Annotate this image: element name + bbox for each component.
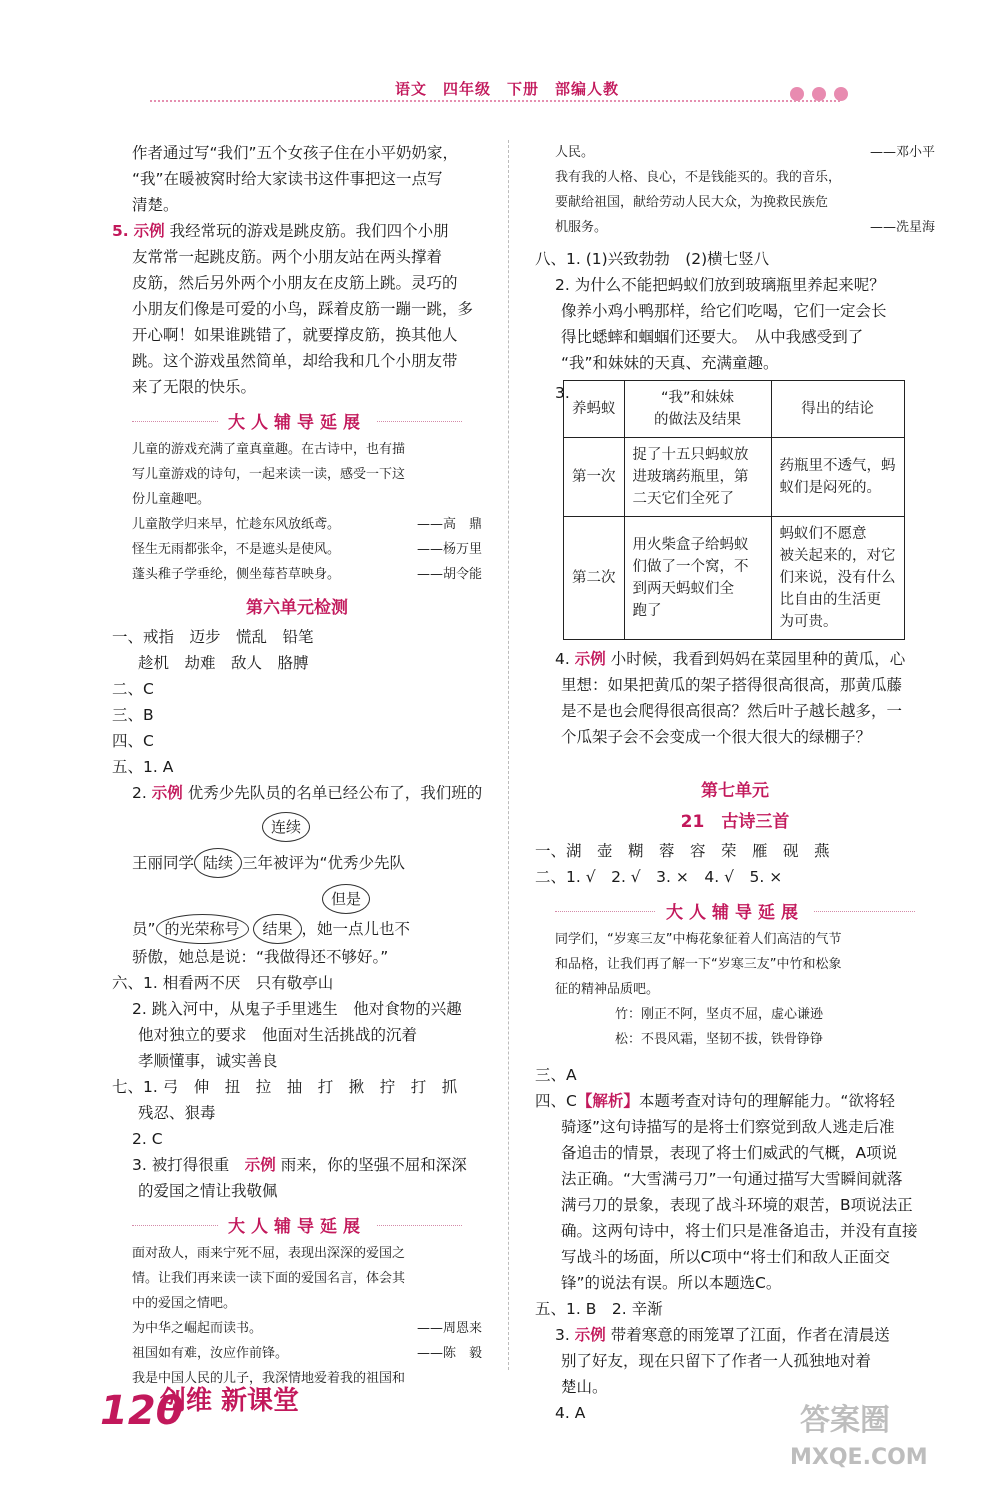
annotation-bubble: 的光荣称号 (156, 914, 249, 944)
text-line: 二、1. √ 2. √ 3. × 4. √ 5. × (535, 868, 783, 886)
section-heading-text: 大人辅导延展 (656, 903, 814, 923)
text-line: 他对独立的要求 他面对生活挑战的沉着 (138, 1026, 418, 1044)
text-line: 中的爱国之情吧。 (132, 1296, 237, 1311)
text-segment: 带着寒意的雨笼罩了江面，作者在清晨送 (610, 1326, 890, 1344)
text-line: 4. A (555, 1404, 586, 1422)
poem-author: ——陈 毅 (416, 1346, 482, 1361)
text-line: 开心啊！如果谁跳错了，就要撑皮筋，换其他人 (132, 326, 458, 344)
table-header-cell (624, 381, 771, 438)
text-line: 是不是也会爬得很高很高？然后叶子越长越多，一 (561, 702, 903, 720)
right-column (535, 140, 935, 1426)
text-line: 得比蟋蟀和蝈蝈们还要大。 从中我感受到了 (561, 328, 864, 346)
poem-author: ——周恩来 (416, 1321, 482, 1336)
header-divider (150, 100, 840, 102)
text-line: 三、B (112, 706, 154, 724)
text-line: 孝顺懂事，诚实善良 (138, 1052, 278, 1070)
s8-label: 八、1. (535, 250, 581, 268)
text-line: 残忍、狠毒 (138, 1104, 216, 1122)
text-line: 备追击的情景，表现了将士们威武的气概，A项说 (561, 1144, 898, 1162)
text-line (112, 914, 482, 944)
table-row (564, 438, 905, 517)
table-row (564, 517, 905, 640)
poem-line (112, 512, 482, 537)
text-line: 二、C (112, 680, 154, 698)
text-line: 和品格，让我们再了解一下“岁寒三友”中竹和松象 (555, 957, 842, 972)
poem-line (112, 537, 482, 562)
poem-author: ——胡令能 (416, 567, 482, 582)
watermark-url: MXQE.COM (790, 1445, 928, 1470)
cell-line: 捉了十五只蚂蚁放 (632, 447, 749, 463)
poem-text: 蓬头稚子学垂纶，侧坐莓苔草映身。 (132, 567, 341, 582)
poem-author: ——杨万里 (416, 542, 482, 557)
text-line: 小朋友们像是可爱的小鸟，踩着皮筋一蹦一跳，多 (132, 300, 474, 318)
text-line: 别了好友，现在只留下了作者一人孤独地对着 (561, 1352, 872, 1370)
table-cell (624, 517, 771, 640)
poem-line (112, 1316, 482, 1341)
table-cell (771, 517, 904, 640)
text-line: (1)兴致勃勃 (2)横七竖八 (585, 250, 770, 268)
text-line: “我”和妹妹的天真、充满童趣。 (561, 354, 779, 372)
annotation-bubble: 结果 (253, 914, 301, 944)
s7-label: 七、1. (112, 1078, 158, 1096)
cell-line: 用火柴盒子给蚂蚁 (632, 537, 749, 553)
s5-2-line (112, 780, 482, 806)
s1-label: 一、 (112, 628, 144, 646)
annotation-bubble: 连续 (262, 812, 310, 842)
text-segment: 王丽同学 (132, 854, 195, 872)
q-number: 3. (555, 1326, 570, 1344)
text-line: 清楚。 (132, 196, 179, 214)
s6-label: 六、1. (112, 974, 158, 992)
section-heading (112, 408, 482, 433)
text-line: 征的精神品质吧。 (555, 982, 660, 997)
text-line (112, 848, 482, 878)
cell-line: 药瓶里不透气，蚂 (779, 458, 896, 474)
q5-line (112, 218, 482, 244)
text-line: 五、1. B 2. 辛渐 (535, 1300, 663, 1318)
watermark: 答案圈 (800, 1403, 890, 1438)
text-line: 儿童的游戏充满了童真童趣。在古诗中，也有描 (132, 442, 406, 457)
unit6-heading: 第六单元检测 (246, 598, 348, 618)
text-line: 趁机 劫难 敌人 胳膊 (138, 654, 309, 672)
text-line: 锋”的说法有误。所以本题选C。 (561, 1274, 782, 1292)
text-segment: 3. 被打得很重 (132, 1156, 230, 1174)
text-line: 一、湖 壶 糊 蓉 容 荣 雁 砚 燕 (535, 842, 830, 860)
text-line: 要献给祖国，献给劳动人民大众，为挽救民族危 (555, 195, 829, 210)
cell-line: 进玻璃药瓶里，第 (632, 469, 749, 485)
s1-line (112, 624, 482, 650)
text-line: 确。这两句诗中，将士们只是准备追击，并没有直接 (561, 1222, 918, 1240)
spacer (535, 750, 935, 770)
text-segment: 四、C (535, 1092, 577, 1110)
text-line: 四、C (112, 732, 154, 750)
text-segment: 员” (132, 920, 156, 938)
text-line: 写战斗的场面，所以C项中“将士们和敌人正面交 (561, 1248, 890, 1266)
example-tag: 示例 (151, 784, 183, 802)
table-header-cell: 养蚂蚁 (564, 381, 625, 438)
q-number: 3. (555, 384, 570, 402)
s8-line (535, 246, 935, 272)
text-line: 里想：如果把黄瓜的架子搭得很高很高，那黄瓜藤 (561, 676, 903, 694)
quote-text: 机服务。 (555, 220, 608, 235)
cell-line: 到两天蚂蚁们全 (632, 581, 734, 597)
cell-line: 比自由的生活更 (779, 592, 881, 608)
cell-line: 二天它们全死了 (632, 491, 734, 507)
text-segment: 本题考查对诗句的理解能力。“欲将轻 (638, 1092, 895, 1110)
annotation-bubble: 陆续 (194, 848, 242, 878)
table-cell (624, 438, 771, 517)
cell-line: 蚁们是闷死的。 (779, 480, 881, 496)
text-line: 骑逐”这句诗描写的是将士们察觉到敌人逃走后准 (561, 1118, 895, 1136)
example-tag: 示例 (133, 222, 165, 240)
bubble-row (112, 884, 482, 914)
section-heading (112, 1212, 482, 1237)
table-cell (771, 438, 904, 517)
annotation-bubble: 但是 (322, 884, 370, 914)
section-heading-text: 大人辅导延展 (218, 1217, 376, 1237)
text-line: 弓 伸 扭 拉 抽 打 揪 拧 打 抓 (162, 1078, 458, 1096)
text-line: 松：不畏风霜，坚韧不拔，铁骨铮铮 (615, 1032, 824, 1047)
text-line: 楚山。 (561, 1378, 608, 1396)
quote-line (535, 140, 935, 165)
header-line: “我”和妹妹 (660, 390, 735, 406)
text-line: 面对敌人，雨来宁死不屈，表现出深深的爱国之 (132, 1246, 406, 1261)
poem-text: 祖国如有难，汝应作前锋。 (132, 1346, 289, 1361)
text-line: 友常常一起跳皮筋。两个小朋友站在两头撑着 (132, 248, 443, 266)
lesson-heading: 21 古诗三首 (680, 812, 790, 832)
text-line: 我是中国人民的儿子，我深情地爱着我的祖国和 (132, 1371, 406, 1386)
table-cell: 第二次 (564, 517, 625, 640)
poem-text: 儿童散学归来早，忙趁东风放纸鸢。 (132, 517, 341, 532)
bubble-row (112, 812, 482, 842)
text-line: 满弓刀的景象，表现了战斗环境的艰苦，B项说法正 (561, 1196, 913, 1214)
text-line: 骄傲，她总是说：“我做得还不够好。” (132, 948, 389, 966)
s6-line (112, 970, 482, 996)
text-line: 法正确。“大雪满弓刀”一句通过描写大雪瞬间就落 (561, 1170, 903, 1188)
analysis-tag: 【解析】 (576, 1092, 639, 1110)
s7-3-line (112, 1152, 482, 1178)
text-line: 优秀少先队员的名单已经公布了，我们班的 (187, 784, 483, 802)
text-segment: 三年被评为“优秀少先队 (242, 854, 406, 872)
poem-line (112, 1341, 482, 1366)
cell-line: 为可贵。 (779, 614, 838, 630)
quote-author: ——冼星海 (869, 220, 935, 235)
poem-text: 怪生无雨都张伞，不是遮头是使风。 (132, 542, 341, 557)
quote-text: 人民。 (555, 145, 595, 160)
answer-table (563, 380, 905, 640)
text-line: 戒指 迈步 慌乱 铅笔 (143, 628, 314, 646)
poem-line (112, 562, 482, 587)
header-title: 语文 四年级 下册 部编人教 (395, 80, 620, 98)
text-line: 写儿童游戏的诗句，一起来读一读，感受一下这 (132, 467, 406, 482)
text-segment: 小时候，我看到妈妈在菜园里种的黄瓜，心 (610, 650, 906, 668)
page-number: 120 (100, 1388, 184, 1434)
quote-line (535, 215, 935, 240)
q5-number: 5. (112, 222, 129, 240)
table-cell: 第一次 (564, 438, 625, 517)
text-line: “我”在暖被窝时给大家读书这件事把这一点写 (132, 170, 443, 188)
section-heading-text: 大人辅导延展 (218, 413, 376, 433)
text-line: 份儿童趣吧。 (132, 492, 211, 507)
cell-line: 们来说，没有什么 (779, 570, 896, 586)
text-line: 像养小鸡小鸭那样，给它们吃喝，它们一定会长 (561, 302, 887, 320)
text-line: 同学们，“岁寒三友”中梅花象征着人们高洁的气节 (555, 932, 842, 947)
column-divider (508, 140, 509, 1370)
text-line: 2. 为什么不能把蚂蚁们放到玻璃瓶里养起来呢？ (555, 276, 885, 294)
table-row (564, 381, 905, 438)
text-line: 来了无限的快乐。 (132, 378, 257, 396)
text-line: 三、A (535, 1066, 577, 1084)
text-line: 我经常玩的游戏是跳皮筋。我们四个小朋 (169, 222, 449, 240)
q-number: 4. (555, 650, 570, 668)
text-line: 五、1. A (112, 758, 174, 776)
example-tag: 示例 (574, 1326, 606, 1344)
q-number: 2. (132, 784, 147, 802)
table-block (535, 380, 935, 640)
brand-logo: 创维 新课堂 (160, 1386, 300, 1416)
cell-line: 被关起来的，对它 (779, 548, 896, 564)
example-tag: 示例 (244, 1156, 276, 1174)
r5-3-line (535, 1322, 935, 1348)
example-tag: 示例 (574, 650, 606, 668)
text-line: 我有我的人格、良心，不是钱能买的。我的音乐， (555, 170, 842, 185)
cell-line: 们做了一个窝，不 (632, 559, 749, 575)
text-line: 相看两不厌 只有敬亭山 (162, 974, 334, 992)
text-line: 个瓜架子会不会变成一个很大很大的绿棚子？ (561, 728, 872, 746)
text-line: 情。让我们再来读一读下面的爱国名言，体会其 (132, 1271, 406, 1286)
unit7-heading: 第七单元 (701, 781, 769, 801)
text-line: 作者通过写“我们”五个女孩子住在小平奶奶家， (132, 144, 459, 162)
r4-line (535, 1088, 935, 1114)
quote-author: ——邓小平 (869, 145, 935, 160)
cell-line: 蚂蚁们不愿意 (779, 526, 867, 542)
text-segment: 雨来，你的坚强不屈和深深 (280, 1156, 467, 1174)
section-heading (535, 898, 935, 923)
s8-4-line (535, 646, 935, 672)
cell-line: 跑了 (632, 603, 662, 619)
header-line: 的做法及结果 (654, 412, 741, 428)
poem-text: 为中华之崛起而读书。 (132, 1321, 263, 1336)
s7-line (112, 1074, 482, 1100)
table-header-cell: 得出的结论 (771, 381, 904, 438)
text-line: 跳。这个游戏虽然简单，却给我和几个小朋友带 (132, 352, 458, 370)
text-line: 皮筋，然后另外两个小朋友在皮筋上跳。灵巧的 (132, 274, 458, 292)
text-line: 2. C (132, 1130, 163, 1148)
left-column (112, 140, 482, 1391)
poem-author: ——高 鼎 (416, 517, 482, 532)
text-line: 2. 跳入河中，从鬼子手里逃生 他对食物的兴趣 (132, 1000, 462, 1018)
page-header (0, 0, 1000, 140)
text-line: 的爱国之情让我敬佩 (138, 1182, 278, 1200)
text-line: 竹：刚正不阿，坚贞不屈，虚心谦逊 (615, 1007, 824, 1022)
decorative-dots-icon (790, 86, 856, 105)
text-segment: ，她一点儿也不 (301, 920, 411, 938)
